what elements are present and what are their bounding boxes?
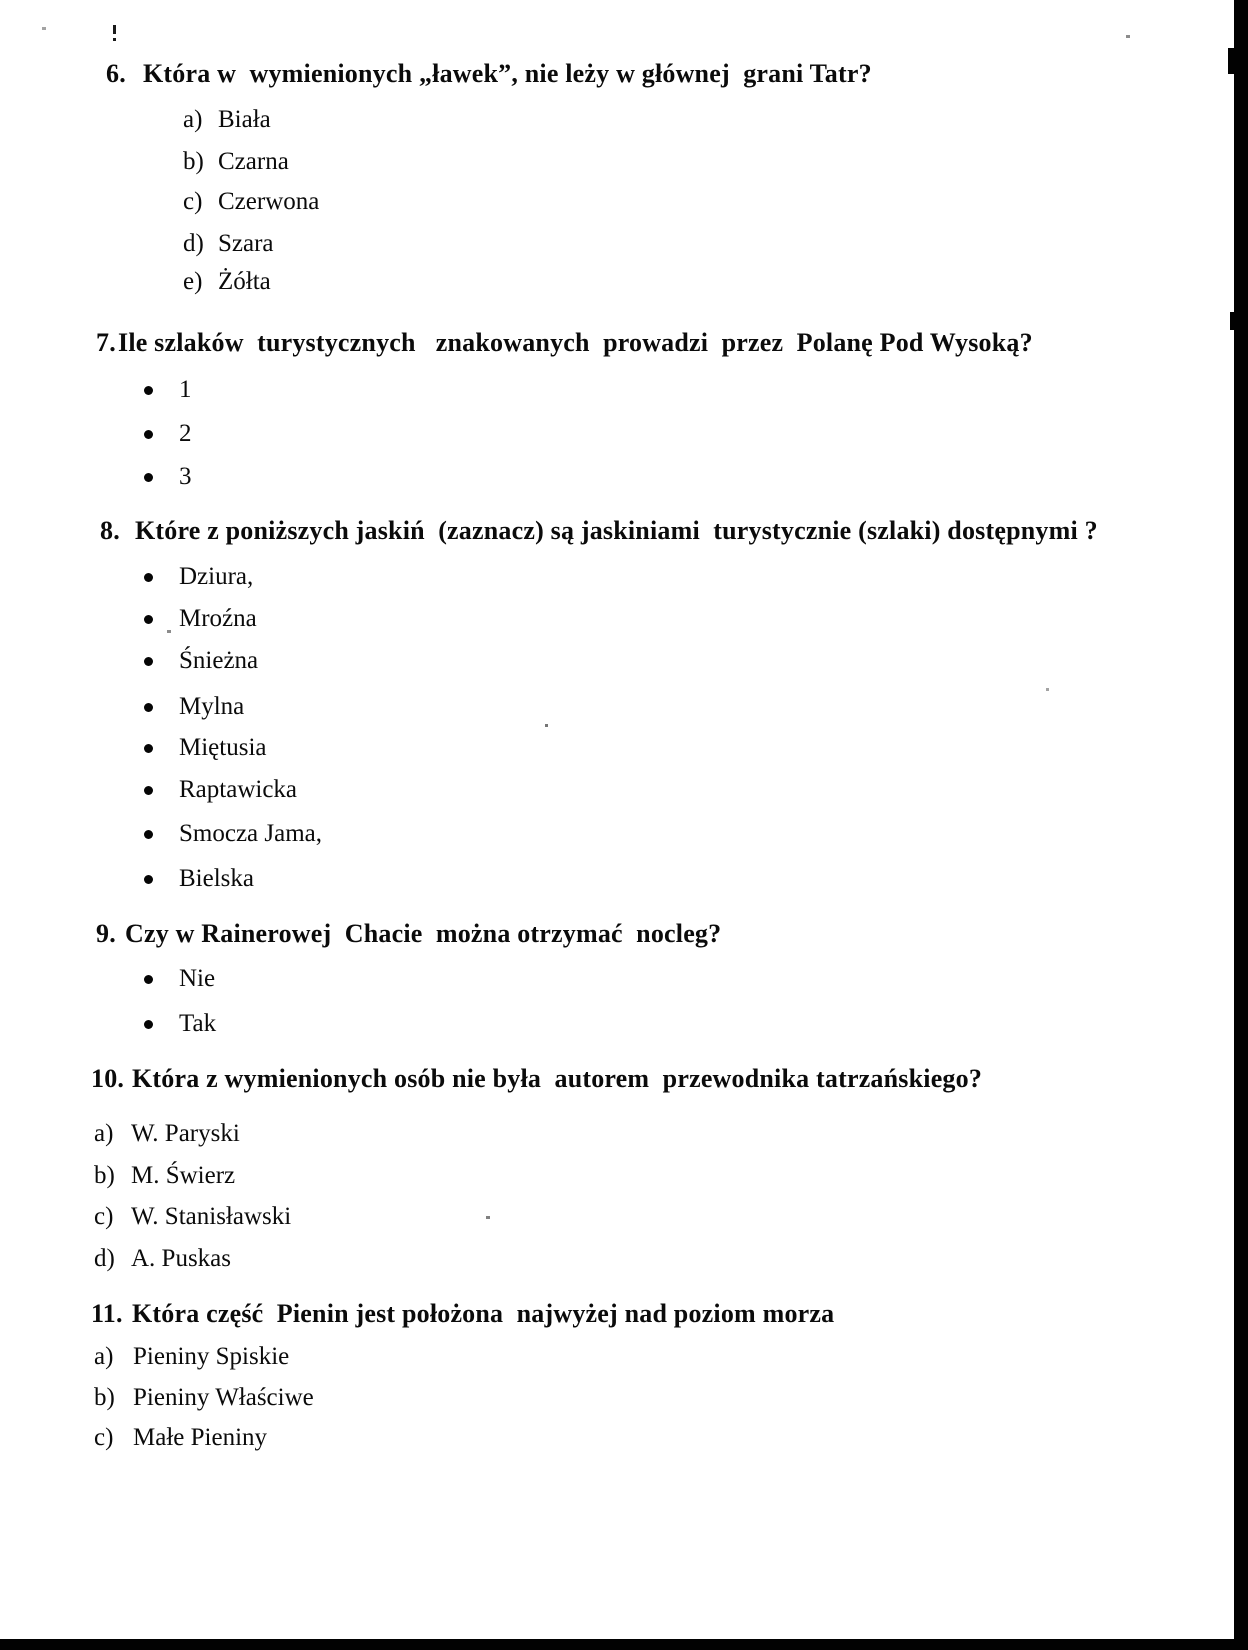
- option-label: 3: [179, 463, 192, 490]
- scan-speck: [42, 27, 46, 30]
- question-8-option-bielska: [0, 862, 1248, 896]
- scan-speck: [486, 1216, 490, 1219]
- option-marker: c): [94, 1203, 114, 1230]
- question-7-text: Ile szlaków turystycznych znakowanych prowadzi przez Polanę Pod Wysoką?: [118, 328, 1033, 357]
- question-8-option-raptawicka: [0, 773, 1248, 807]
- scan-speck: [167, 630, 171, 633]
- option-marker: c): [183, 188, 203, 215]
- question-6-header: [0, 57, 1248, 91]
- question-6-number: 6.: [106, 59, 126, 88]
- option-marker: a): [94, 1120, 114, 1147]
- question-9-number: 9.: [96, 919, 116, 948]
- question-7-header: [0, 326, 1248, 360]
- question-8-option-smocza-jama: [0, 817, 1248, 851]
- question-10-option-c: [0, 1200, 1248, 1234]
- option-label: 2: [179, 420, 192, 447]
- bullet-icon: [144, 786, 153, 795]
- question-10-option-d: [0, 1242, 1248, 1276]
- question-10-number: 10.: [91, 1064, 125, 1093]
- scan-edge-bar-notch: [1228, 48, 1236, 74]
- option-label: W. Stanisławski: [131, 1203, 292, 1230]
- option-marker: b): [183, 148, 204, 175]
- bullet-icon: [144, 744, 153, 753]
- option-label: Tak: [179, 1010, 217, 1037]
- question-9-text: Czy w Rainerowej Chacie można otrzymać nocleg?: [125, 919, 722, 948]
- question-7-option-1: [0, 373, 1248, 407]
- bullet-icon: [144, 1020, 153, 1029]
- option-marker: b): [94, 1162, 115, 1189]
- option-marker: d): [183, 230, 204, 257]
- option-label: 1: [179, 376, 192, 403]
- option-label: Żółta: [218, 268, 271, 295]
- option-label: M. Świerz: [131, 1162, 236, 1189]
- question-10-option-a: [0, 1117, 1248, 1151]
- question-11-option-b: [0, 1381, 1248, 1415]
- question-7-option-3: [0, 460, 1248, 494]
- bullet-icon: [144, 875, 153, 884]
- question-11-header: [0, 1297, 1248, 1331]
- option-label: Biała: [218, 106, 271, 133]
- option-label: Szara: [218, 230, 274, 257]
- question-6-option-b: [0, 145, 1248, 179]
- option-marker: b): [94, 1384, 115, 1411]
- option-label: Smocza Jama,: [179, 820, 323, 847]
- bullet-icon: [144, 657, 153, 666]
- question-10-header: [0, 1062, 1248, 1096]
- bullet-icon: [144, 830, 153, 839]
- option-marker: a): [183, 106, 203, 133]
- option-label: Czerwona: [218, 188, 320, 215]
- option-marker: e): [183, 268, 203, 295]
- option-marker: c): [94, 1424, 114, 1451]
- option-label: Miętusia: [179, 734, 267, 761]
- bullet-icon: [144, 703, 153, 712]
- option-label: W. Paryski: [131, 1120, 240, 1147]
- option-label: Mylna: [179, 693, 245, 720]
- question-7-option-2: [0, 417, 1248, 451]
- bullet-icon: [144, 615, 153, 624]
- question-6-option-c: [0, 185, 1248, 219]
- scan-speck: [113, 25, 116, 34]
- option-label: Czarna: [218, 148, 289, 175]
- question-10-option-b: [0, 1159, 1248, 1193]
- option-label: Dziura,: [179, 563, 254, 590]
- question-8-option-dziura: [0, 560, 1248, 594]
- question-9-header: [0, 917, 1248, 951]
- bullet-icon: [144, 975, 153, 984]
- question-8-number: 8.: [100, 516, 120, 545]
- question-10-text: Która z wymienionych osób nie była autorem przewodnika tatrzańskiego?: [132, 1064, 983, 1093]
- bullet-icon: [144, 430, 153, 439]
- scan-edge-bar-bottom: [0, 1639, 1248, 1650]
- question-8-option-mylna: [0, 690, 1248, 724]
- scan-edge-bar-notch: [1230, 312, 1236, 330]
- scan-edge-bar-right: [1234, 0, 1248, 1650]
- option-label: Mroźna: [179, 605, 257, 632]
- question-8-option-sniezna: [0, 644, 1248, 678]
- question-6-option-d: [0, 227, 1248, 261]
- option-label: Pieniny Właściwe: [133, 1384, 314, 1411]
- bullet-icon: [144, 573, 153, 582]
- option-marker: a): [94, 1343, 114, 1370]
- question-6-text: Która w wymienionych „ławek”, nie leży w głównej grani Tatr?: [143, 59, 872, 88]
- option-label: Nie: [179, 965, 216, 992]
- question-11-number: 11.: [91, 1299, 123, 1328]
- question-8-header: [0, 514, 1248, 548]
- scan-speck: [545, 724, 548, 727]
- question-11-text: Która część Pienin jest położona najwyżej nad poziom morza: [132, 1299, 835, 1328]
- question-8-text: Które z poniższych jaskiń (zaznacz) są jaskiniami turystycznie (szlaki) dostępnymi ?: [135, 516, 1098, 545]
- question-9-option-tak: [0, 1007, 1248, 1041]
- option-label: Śnieżna: [179, 647, 259, 674]
- bullet-icon: [144, 473, 153, 482]
- scan-speck: [113, 38, 116, 41]
- option-label: Bielska: [179, 865, 254, 892]
- option-label: A. Puskas: [131, 1245, 232, 1272]
- option-label: Małe Pieniny: [133, 1424, 268, 1451]
- scan-speck: [1046, 688, 1049, 691]
- question-11-option-c: [0, 1421, 1248, 1455]
- question-8-option-mietusia: [0, 731, 1248, 765]
- question-9-option-nie: [0, 962, 1248, 996]
- question-11-option-a: [0, 1340, 1248, 1374]
- option-label: Raptawicka: [179, 776, 298, 803]
- option-label: Pieniny Spiskie: [133, 1343, 290, 1370]
- question-6-option-a: [0, 103, 1248, 137]
- option-marker: d): [94, 1245, 115, 1272]
- question-7-number: 7.: [96, 328, 116, 357]
- question-8-option-mrozna: [0, 602, 1248, 636]
- scan-speck: [1126, 35, 1130, 38]
- bullet-icon: [144, 386, 153, 395]
- question-6-option-e: [0, 265, 1248, 299]
